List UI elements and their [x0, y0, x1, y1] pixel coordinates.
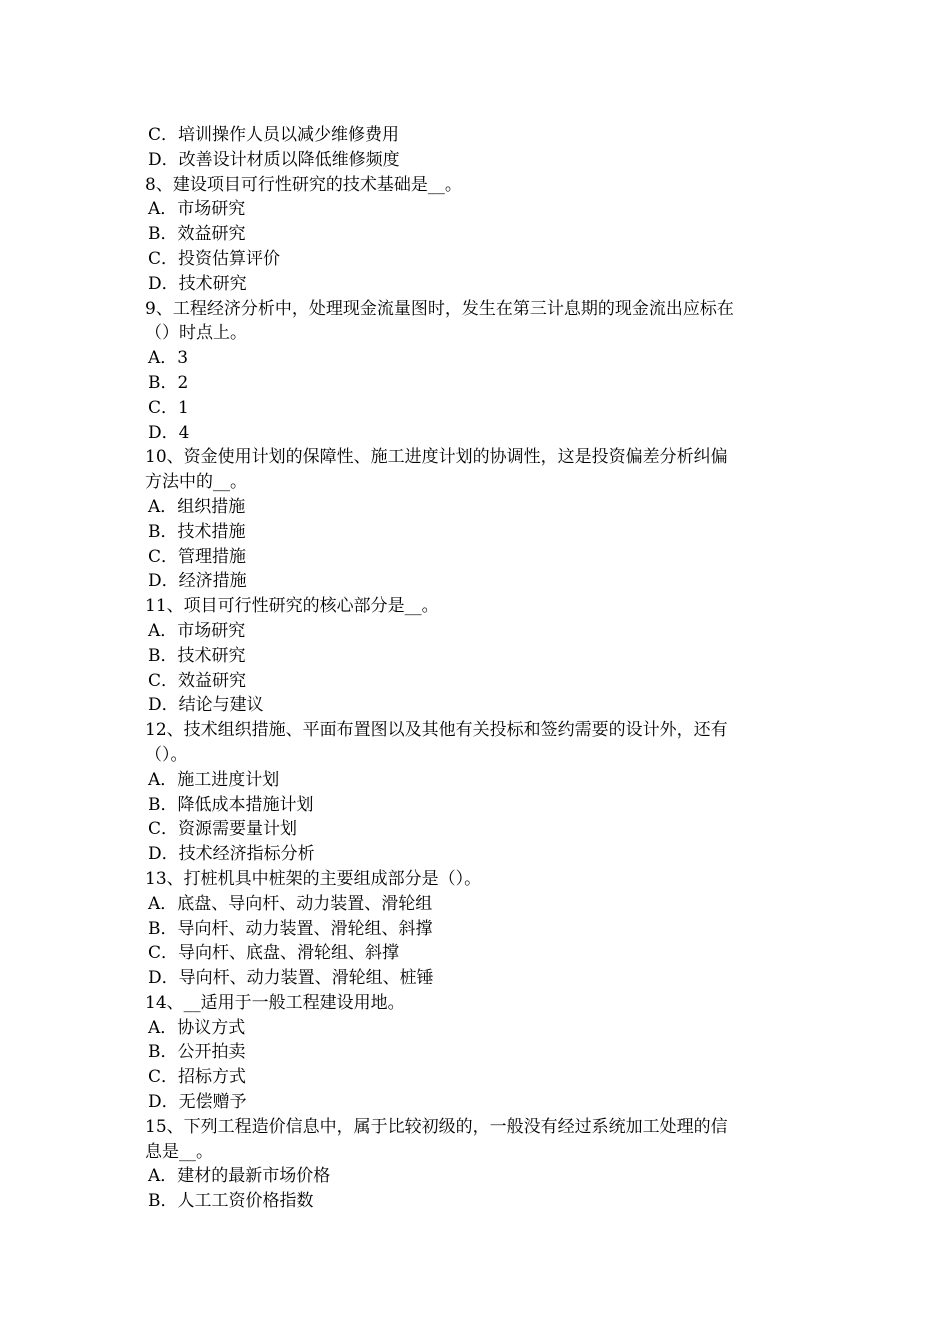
answer-option: B．2 — [148, 372, 189, 393]
answer-option: D．导向杆、动力装置、滑轮组、桩锤 — [148, 968, 434, 989]
answer-option: B．技术措施 — [148, 521, 246, 542]
answer-option: C．管理措施 — [148, 546, 247, 567]
answer-option: A．3 — [148, 348, 189, 369]
question-text: （）时点上。 — [145, 323, 247, 344]
answer-option: B．人工工资价格指数 — [148, 1191, 314, 1212]
answer-option: A．组织措施 — [148, 496, 246, 517]
question-text: 方法中的__。 — [145, 472, 247, 493]
answer-option: C．导向杆、底盘、滑轮组、斜撑 — [148, 943, 400, 964]
answer-option: D．技术经济指标分析 — [148, 844, 315, 865]
answer-option: B．公开拍卖 — [148, 1042, 246, 1063]
answer-option: A．市场研究 — [148, 620, 246, 641]
question-text: 息是__。 — [145, 1141, 213, 1162]
question-text: 13、打桩机具中桩架的主要组成部分是（）。 — [145, 868, 482, 889]
exam-questions — [145, 123, 815, 1214]
question-text: 9、工程经济分析中，处理现金流量图时，发生在第三计息期的现金流出应标在 — [145, 298, 734, 319]
answer-option: D．经济措施 — [148, 571, 247, 592]
answer-option: A．市场研究 — [148, 199, 246, 220]
answer-option: C．效益研究 — [148, 670, 247, 691]
answer-option: D．结论与建议 — [148, 695, 264, 716]
answer-option: C．1 — [148, 397, 189, 418]
question-text: 15、下列工程造价信息中，属于比较初级的，一般没有经过系统加工处理的信 — [145, 1116, 728, 1137]
answer-option: C．资源需要量计划 — [148, 819, 298, 840]
answer-option: C．培训操作人员以减少维修费用 — [148, 125, 400, 145]
answer-option: A．底盘、导向杆、动力装置、滑轮组 — [148, 893, 433, 914]
answer-option: D．无偿赠予 — [148, 1092, 247, 1113]
answer-option: A．建材的最新市场价格 — [148, 1166, 331, 1187]
answer-option: B．效益研究 — [148, 224, 246, 245]
question-text: 14、__适用于一般工程建设用地。 — [145, 992, 405, 1013]
question-text: 10、资金使用计划的保障性、施工进度计划的协调性，这是投资偏差分析纠偏 — [145, 447, 728, 468]
question-text: （）。 — [145, 744, 188, 765]
answer-option: B．技术研究 — [148, 645, 246, 666]
answer-option: B．导向杆、动力装置、滑轮组、斜撑 — [148, 918, 433, 939]
answer-option: D．4 — [148, 422, 190, 443]
question-text: 8、建设项目可行性研究的技术基础是__。 — [145, 174, 462, 195]
answer-option: A．施工进度计划 — [148, 769, 280, 790]
answer-option: D．技术研究 — [148, 273, 247, 294]
answer-option: C．投资估算评价 — [148, 248, 281, 269]
answer-option: D．改善设计材质以降低维修频度 — [148, 149, 400, 170]
answer-option: B．降低成本措施计划 — [148, 794, 314, 815]
question-text: 12、技术组织措施、平面布置图以及其他有关投标和签约需要的设计外，还有 — [145, 720, 728, 741]
answer-option: A．协议方式 — [148, 1017, 246, 1038]
question-text: 11、项目可行性研究的核心部分是__。 — [145, 596, 439, 617]
answer-option: C．招标方式 — [148, 1067, 247, 1088]
